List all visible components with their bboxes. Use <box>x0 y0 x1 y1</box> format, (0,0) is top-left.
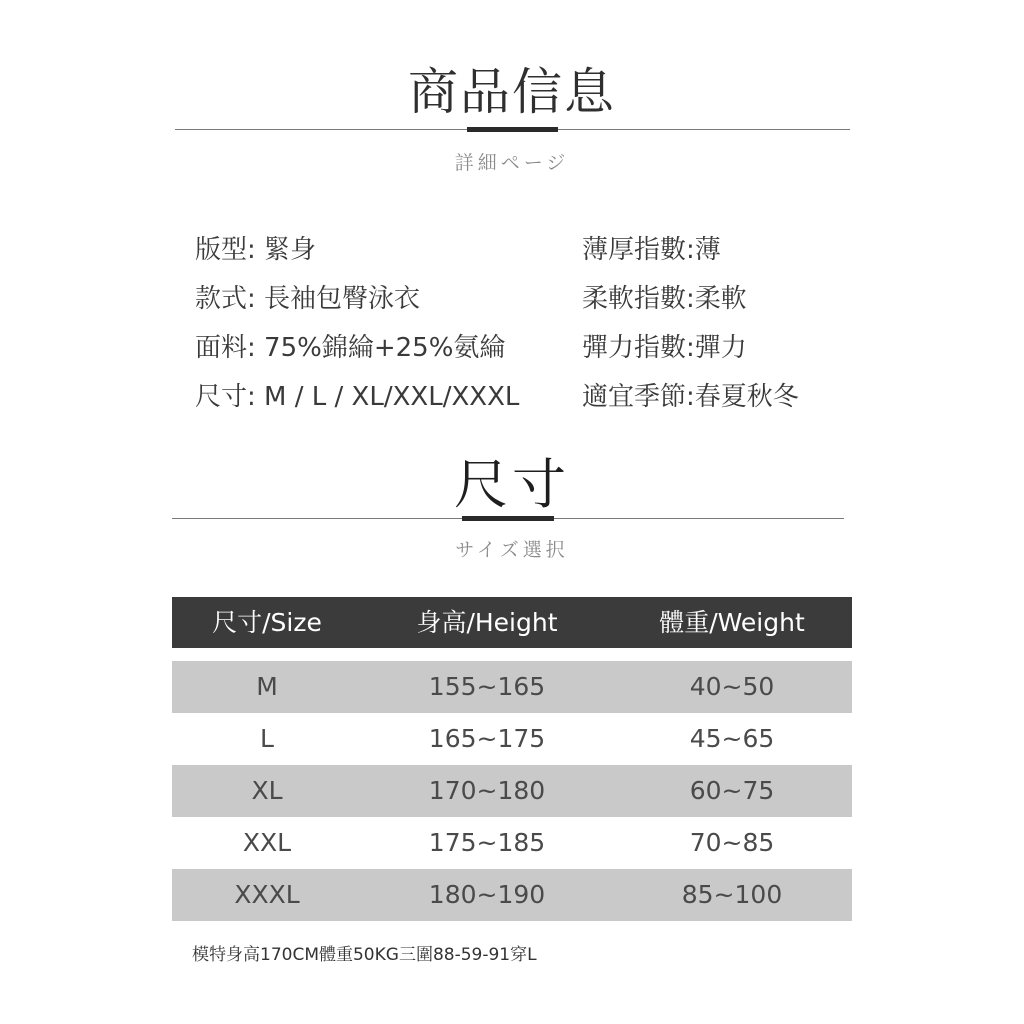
table-row <box>172 713 852 765</box>
spec-value: 緊身 <box>264 235 317 265</box>
spec-value: 75%錦綸+25%氨綸 <box>264 333 506 363</box>
column-header-weight: 體重/Weight <box>659 608 805 637</box>
table-row <box>172 869 852 921</box>
size-section-title: 尺寸 <box>454 453 570 516</box>
spec-list-right <box>582 226 799 422</box>
table-row <box>172 661 852 713</box>
spec-row <box>195 226 519 275</box>
weight-cell: 40~50 <box>689 672 775 701</box>
spec-row <box>195 324 519 373</box>
spec-row <box>195 275 519 324</box>
spec-label: 尺寸: <box>195 382 256 412</box>
spec-list-left <box>195 226 519 422</box>
size-cell: L <box>260 724 274 753</box>
product-info-title: 商品信息 <box>408 63 616 121</box>
spec-label: 柔軟指數: <box>582 284 695 314</box>
spec-value: 長袖包臀泳衣 <box>264 284 421 314</box>
column-header-height: 身高/Height <box>416 608 558 637</box>
size-table-body <box>172 661 852 921</box>
height-cell: 170~180 <box>428 776 546 805</box>
weight-cell: 70~85 <box>689 828 775 857</box>
spec-value: 春夏秋冬 <box>694 382 799 412</box>
spec-row <box>582 324 799 373</box>
column-header-size: 尺寸/Size <box>212 608 322 637</box>
spec-value: 薄 <box>694 235 721 265</box>
spec-label: 薄厚指數: <box>582 235 695 265</box>
weight-cell: 60~75 <box>689 776 775 805</box>
spec-label: 款式: <box>195 284 256 314</box>
size-section-subtitle: サイズ選択 <box>455 539 569 561</box>
spec-row <box>582 373 799 422</box>
size-table-header <box>172 597 852 648</box>
spec-value: M / L / XL/XXL/XXXL <box>264 382 520 412</box>
divider-accent <box>467 127 558 132</box>
spec-row <box>582 226 799 275</box>
height-cell: 175~185 <box>428 828 546 857</box>
height-cell: 180~190 <box>428 880 546 909</box>
spec-row <box>582 275 799 324</box>
spec-label: 面料: <box>195 333 256 363</box>
spec-value: 彈力 <box>694 333 747 363</box>
table-row <box>172 765 852 817</box>
spec-row <box>195 373 519 422</box>
height-cell: 155~165 <box>428 672 546 701</box>
weight-cell: 85~100 <box>681 880 783 909</box>
divider-accent <box>462 516 554 521</box>
size-cell: XL <box>251 776 283 805</box>
product-info-subtitle: 詳細ページ <box>454 152 570 174</box>
model-fit-note: 模特身高170CM體重50KG三圍88-59-91穿L <box>192 945 537 965</box>
size-cell: XXL <box>242 828 292 857</box>
size-cell: XXXL <box>234 880 300 909</box>
spec-label: 彈力指數: <box>582 333 695 363</box>
height-cell: 165~175 <box>428 724 546 753</box>
size-cell: M <box>256 672 278 701</box>
spec-label: 版型: <box>195 235 256 265</box>
spec-label: 適宜季節: <box>582 382 695 412</box>
weight-cell: 45~65 <box>689 724 775 753</box>
spec-value: 柔軟 <box>694 284 747 314</box>
table-row <box>172 817 852 869</box>
